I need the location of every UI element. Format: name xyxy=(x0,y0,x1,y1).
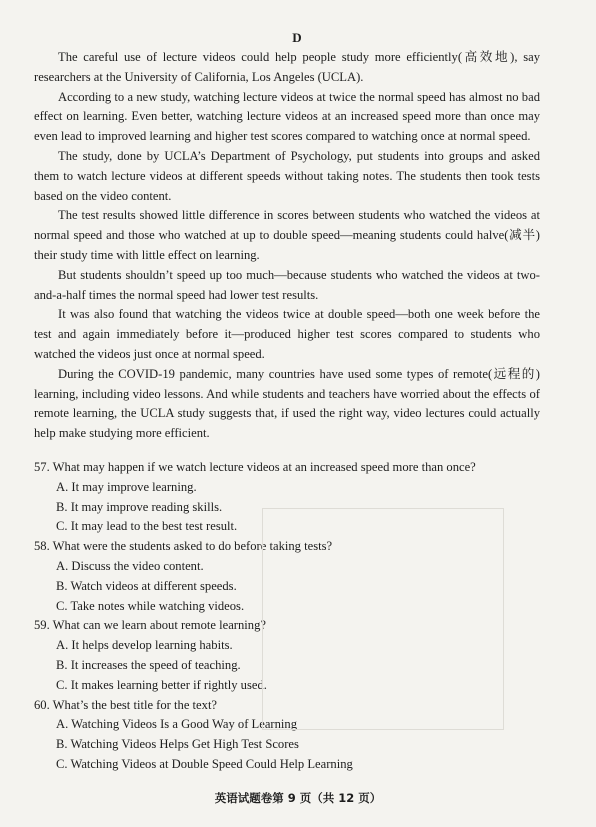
question-list xyxy=(34,458,540,775)
answer-option-a: A. Discuss the video content. xyxy=(56,558,204,573)
passage-paragraph: The careful use of lecture videos could help people study more efficiently(高效地), say researchers at the University of California, Los Angeles (UCLA). xyxy=(34,50,540,84)
answer-option-a: A. It may improve learning. xyxy=(56,479,197,494)
answer-option-c: C. It makes learning better if rightly used. xyxy=(56,677,267,692)
answer-option-b: B. Watching Videos Helps Get High Test Scores xyxy=(56,737,299,752)
question-stem: 58. What were the students asked to do before taking tests? xyxy=(34,539,333,554)
answer-option-c: C. Take notes while watching videos. xyxy=(56,598,245,613)
question-stem: 60. What’s the best title for the text? xyxy=(34,697,218,712)
page-footer: 英语试题卷第 9 页（共 12 页） xyxy=(214,791,382,805)
question-57 xyxy=(34,458,540,537)
passage-paragraph: But students shouldn’t speed up too much—because students who watched the videos at two-and-a-half times the normal speed had lower test results. xyxy=(34,267,540,302)
question-60 xyxy=(34,696,540,775)
answer-option-c: C. It may lead to the best test result. xyxy=(56,519,238,534)
passage-paragraph: It was also found that watching the videos twice at double speed—both one week before the test and again immediately before it—produced higher test scores compared to students who watched the videos just once at normal speed. xyxy=(34,307,540,361)
passage-paragraph: The study, done by UCLA’s Department of Psychology, put students into groups and asked them to watch lecture videos at different speeds without taking notes. The students then took tests based on the video content. xyxy=(34,148,540,203)
answer-option-c: C. Watching Videos at Double Speed Could Help Learning xyxy=(56,756,353,771)
question-58 xyxy=(34,537,540,616)
section-letter: D xyxy=(292,30,302,45)
passage-paragraph: During the COVID-19 pandemic, many countries have used some types of remote(远程的) learning, including video lessons. And while students and teachers have worried about the effects of remote learning, the UCLA study suggests that, if used the right way, video lectures could actually help make studying more efficient. xyxy=(34,366,540,441)
passage-paragraph: The test results showed little difference in scores between students who watched the videos at normal speed and those who watched at up to double speed—meaning students could halve(减半) their study time with little effect on learning. xyxy=(34,208,540,262)
answer-option-a: A. It helps develop learning habits. xyxy=(56,638,233,653)
question-stem: 59. What can we learn about remote learning? xyxy=(34,618,266,633)
answer-option-a: A. Watching Videos Is a Good Way of Learning xyxy=(56,717,297,732)
question-59 xyxy=(34,616,540,695)
answer-option-b: B. Watch videos at different speeds. xyxy=(56,578,237,593)
passage xyxy=(34,48,540,444)
question-stem: 57. What may happen if we watch lecture videos at an increased speed more than once? xyxy=(34,459,476,474)
answer-option-b: B. It may improve reading skills. xyxy=(56,499,223,514)
passage-paragraph: According to a new study, watching lecture videos at twice the normal speed has almost no bad effect on learning. Even better, watching lecture videos at an increased speed more than once may even lead to improved learning and higher test scores compared to watching once at normal speed. xyxy=(34,89,540,144)
answer-option-b: B. It increases the speed of teaching. xyxy=(56,657,241,672)
